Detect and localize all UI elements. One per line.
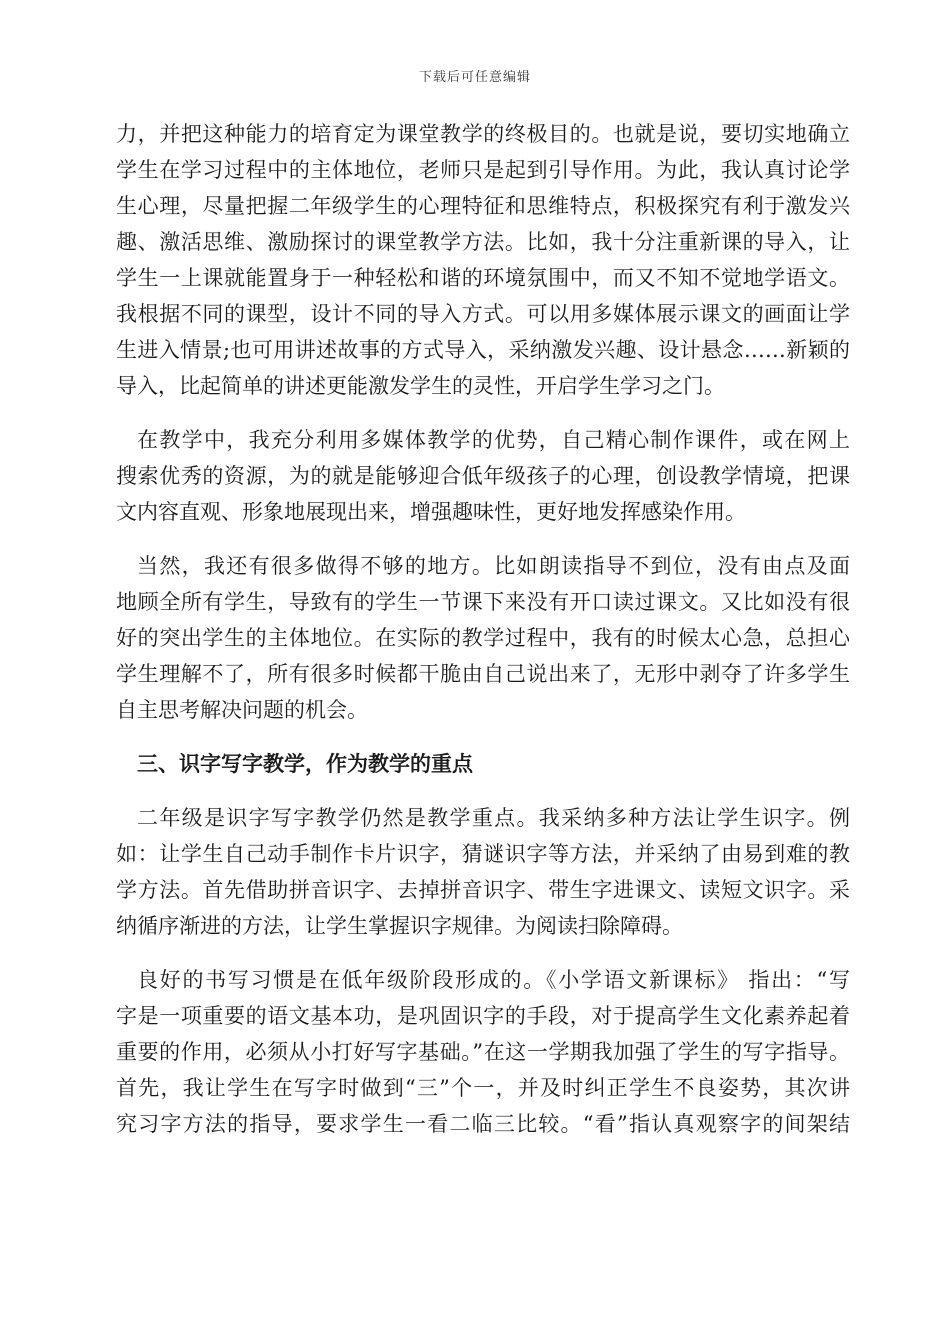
text-line: 学生理解不了，所有很多时候都干脆由自己说出来了，无形中剥夺了许多学生	[116, 662, 850, 686]
paragraph-3	[116, 548, 850, 728]
paragraph-1	[116, 116, 850, 404]
document-body	[116, 116, 850, 1160]
text-line: 好的突出学生的主体地位。在实际的教学过程中，我有的时候太心急，总担心	[116, 626, 850, 650]
text-line: 首先，我让学生在写字时做到“三”个一，并及时纠正学生不良姿势，其次讲	[116, 1076, 850, 1100]
text-line: 重要的作用，必须从小打好写字基础。”在这一学期我加强了学生的写字指导。	[116, 1040, 850, 1064]
text-line: 趣、激活思维、激励探讨的课堂教学方法。比如，我十分注重新课的导入，让	[116, 230, 850, 254]
text-line: 究习字方法的指导，要求学生一看二临三比较。“看”指认真观察字的间架结	[116, 1112, 850, 1136]
text-line: 学生一上课就能置身于一种轻松和谐的环境氛围中，而又不知不觉地学语文。	[116, 266, 850, 290]
paragraph-4	[116, 800, 850, 944]
text-line: 良好的书写习惯是在低年级阶段形成的。《小学语文新课标》 指出：“写	[137, 968, 850, 992]
text-line: 纳循序渐进的方法，让学生掌握识字规律。为阅读扫除障碍。	[116, 914, 683, 938]
section-heading: 三、识字写字教学，作为教学的重点	[137, 751, 473, 776]
text-line: 生心理，尽量把握二年级学生的心理特征和思维特点，积极探究有利于激发兴	[116, 194, 850, 218]
text-line: 我根据不同的课型，设计不同的导入方式。可以用多媒体展示课文的画面让学	[116, 302, 850, 326]
paragraph-5	[116, 962, 850, 1142]
text-line: 力，并把这种能力的培育定为课堂教学的终极目的。也就是说，要切实地确立	[116, 122, 850, 146]
text-line: 文内容直观、形象地展现出来，增强趣味性，更好地发挥感染作用。	[116, 500, 746, 524]
text-line: 字是一项重要的语文基本功，是巩固识字的手段，对于提高学生文化素养起着	[116, 1004, 850, 1028]
text-line: 导入，比起简单的讲述更能激发学生的灵性，开启学生学习之门。	[116, 374, 725, 398]
text-line: 如：让学生自己动手制作卡片识字，猜谜识字等方法，并采纳了由易到难的教	[116, 842, 850, 866]
text-line: 自主思考解决问题的机会。	[116, 698, 368, 722]
text-line: 地顾全所有学生，导致有的学生一节课下来没有开口读过课文。又比如没有很	[116, 590, 850, 614]
page-header: 下载后可任意编辑	[418, 70, 531, 85]
text-line: 搜索优秀的资源，为的就是能够迎合低年级孩子的心理，创设教学情境，把课	[116, 464, 850, 488]
text-line: 学方法。首先借助拼音识字、去掉拼音识字、带生字进课文、读短文识字。采	[116, 878, 850, 902]
text-line: 在教学中，我充分利用多媒体教学的优势，自己精心制作课件，或在网上	[137, 428, 850, 452]
text-line: 生进入情景;也可用讲述故事的方式导入，采纳激发兴趣、设计悬念……新颖的	[116, 338, 850, 362]
text-line: 学生在学习过程中的主体地位，老师只是起到引导作用。为此，我认真讨论学	[116, 158, 850, 182]
text-line: 二年级是识字写字教学仍然是教学重点。我采纳多种方法让学生识字。例	[137, 806, 850, 830]
text-line: 当然，我还有很多做得不够的地方。比如朗读指导不到位，没有由点及面	[137, 554, 850, 578]
paragraph-2	[116, 422, 850, 530]
